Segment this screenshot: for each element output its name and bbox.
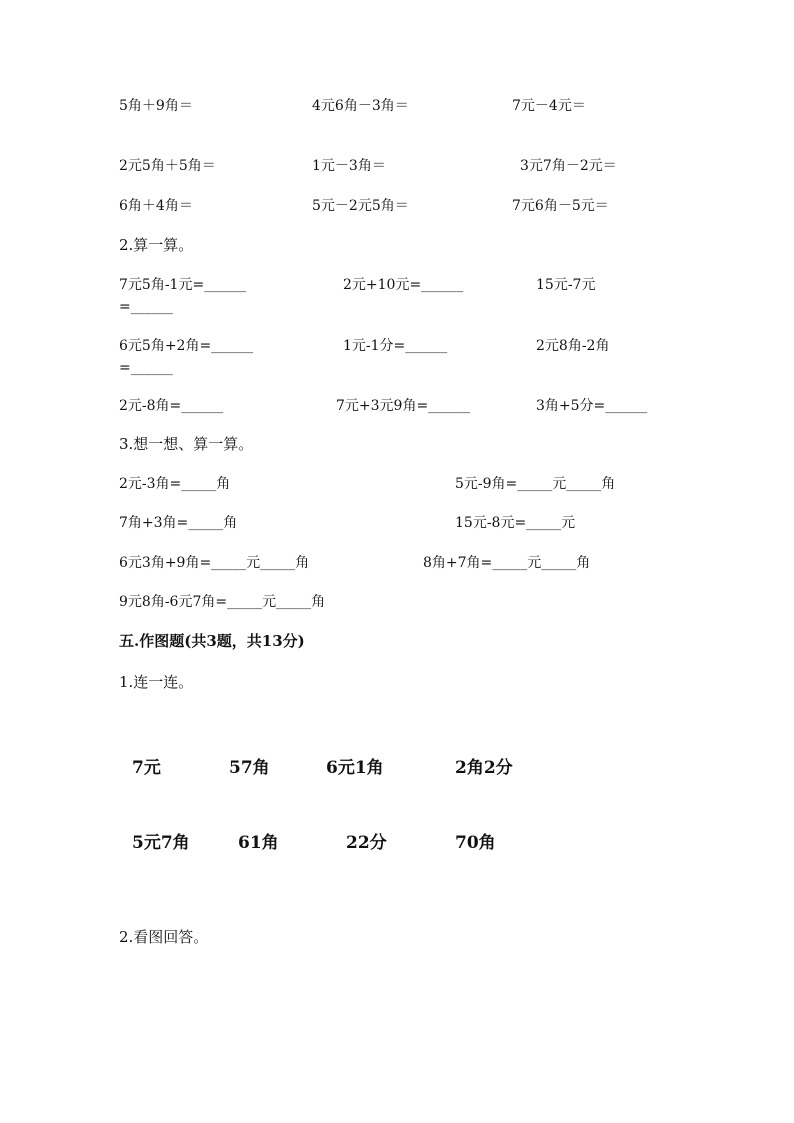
q2-r4-c2: 3角+5分=______ [536, 398, 648, 414]
expr-r0-c1: 4元6角－3角＝ [312, 98, 409, 114]
q2-r2-c2: 2元8角-2角 [536, 338, 610, 354]
q2-r0-c2: 15元-7元 [536, 277, 596, 293]
expr-r1-c2: 3元7角－2元＝ [520, 158, 617, 174]
match-bottom-0: 5元7角 [132, 833, 190, 853]
match-top-2: 6元1角 [326, 758, 384, 778]
q2-r4-c1: 7元+3元9角=______ [336, 398, 471, 414]
s5-q2-title: 2.看图回答。 [119, 928, 209, 946]
q3-r3-c0: 9元8角-6元7角=_____元_____角 [119, 594, 326, 610]
expr-r1-c0: 2元5角＋5角＝ [119, 158, 216, 174]
expr-r1-c1: 1元－3角＝ [312, 158, 386, 174]
q2-r0-c0: 7元5角-1元=______ [119, 277, 247, 293]
expr-r2-c0: 6角＋4角＝ [119, 198, 193, 214]
q2-r2-c1: 1元-1分=______ [343, 338, 448, 354]
match-top-3: 2角2分 [455, 758, 513, 778]
q3-title: 3.想一想、算一算。 [119, 435, 254, 453]
match-top-1: 57角 [229, 758, 270, 778]
q3-r2-c0: 6元3角+9角=_____元_____角 [119, 555, 310, 571]
expr-r2-c2: 7元6角－5元＝ [512, 198, 609, 214]
q3-r1-c0: 7角+3角=_____角 [119, 515, 238, 531]
q3-r1-c1: 15元-8元=_____元 [455, 515, 576, 531]
q3-r0-c0: 2元-3角=_____角 [119, 476, 231, 492]
section5-title: 五.作图题(共3题，共13分) [119, 632, 305, 650]
s5-q1-title: 1.连一连。 [119, 673, 194, 691]
match-bottom-2: 22分 [346, 833, 387, 853]
q3-r0-c1: 5元-9角=_____元_____角 [455, 476, 616, 492]
match-bottom-1: 61角 [238, 833, 279, 853]
expr-r2-c1: 5元－2元5角＝ [312, 198, 409, 214]
match-bottom-3: 70角 [455, 833, 496, 853]
q2-r3-c0: =______ [119, 360, 173, 376]
q2-r2-c0: 6元5角+2角=______ [119, 338, 254, 354]
q2-title: 2.算一算。 [119, 236, 194, 254]
q2-r4-c0: 2元-8角=______ [119, 398, 224, 414]
expr-r0-c0: 5角＋9角＝ [119, 98, 193, 114]
q3-r2-c1: 8角+7角=_____元_____角 [423, 555, 591, 571]
q2-r0-c1: 2元+10元=______ [343, 277, 464, 293]
q2-r1-c0: =______ [119, 299, 173, 315]
match-top-0: 7元 [132, 758, 161, 778]
expr-r0-c2: 7元－4元＝ [512, 98, 586, 114]
